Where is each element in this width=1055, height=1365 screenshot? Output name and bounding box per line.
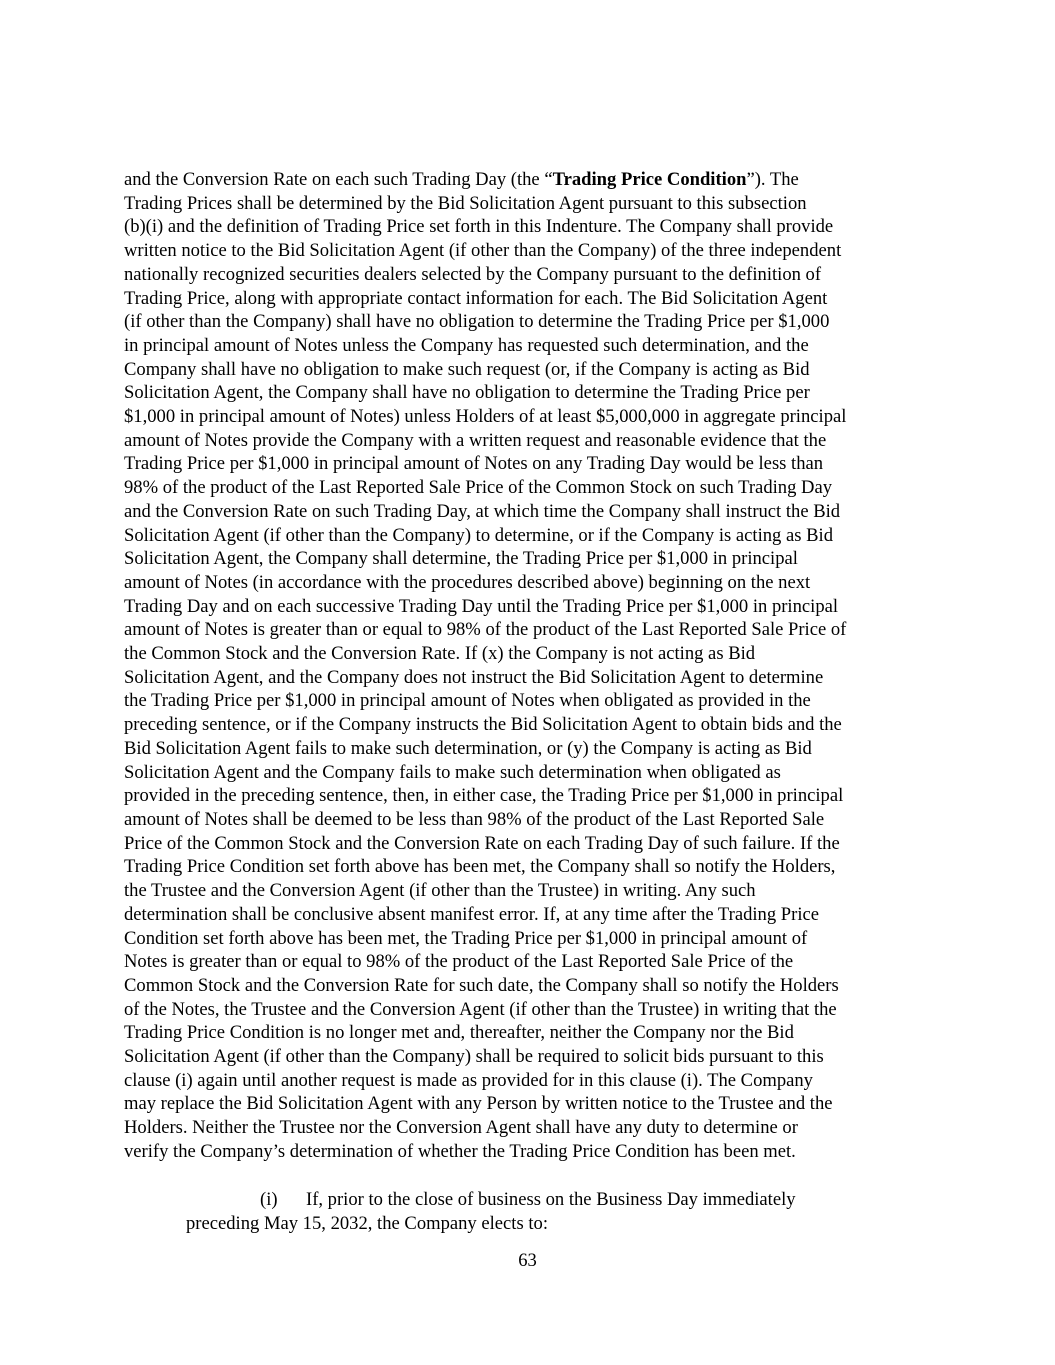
paragraph-line: Bid Solicitation Agent fails to make such determination, or (y) the Company is acting as Bid (124, 737, 812, 759)
paragraph-line: Trading Price Condition is no longer met and, thereafter, neither the Company nor the Bid (124, 1022, 794, 1044)
paragraph-line: determination shall be conclusive absent manifest error. If, at any time after the Trading Price (124, 903, 819, 925)
paragraph-line: Holders. Neither the Trustee nor the Conversion Agent shall have any duty to determine or (124, 1117, 798, 1139)
paragraph-line: written notice to the Bid Solicitation Agent (if other than the Company) of the three independent (124, 240, 842, 262)
paragraph-line: provided in the preceding sentence, then, in either case, the Trading Price per $1,000 in principal (124, 785, 844, 807)
paragraph-line: Solicitation Agent, and the Company does not instruct the Bid Solicitation Agent to determine (124, 666, 824, 688)
paragraph-line: of the Notes, the Trustee and the Conversion Agent (if other than the Trustee) in writing that the (124, 998, 837, 1020)
paragraph-line: Solicitation Agent (if other than the Company) shall be required to solicit bids pursuant to this (124, 1046, 824, 1068)
list-marker: (i) (260, 1189, 278, 1210)
paragraph-line: the Trading Price per $1,000 in principal amount of Notes when obligated as provided in the (124, 690, 811, 712)
paragraph-line: Trading Day and on each successive Trading Day until the Trading Price per $1,000 in principal (124, 595, 839, 617)
paragraph-line: Trading Price, along with appropriate contact information for each. The Bid Solicitation Agent (124, 287, 828, 309)
paragraph-line: Notes is greater than or equal to 98% of the product of the Last Reported Sale Price of the (124, 951, 794, 973)
paragraph-line: verify the Company’s determination of whether the Trading Price Condition has been met. (124, 1140, 796, 1162)
paragraph-line: Condition set forth above has been met, the Trading Price per $1,000 in principal amount of (124, 927, 808, 949)
paragraph-line: nationally recognized securities dealers selected by the Company pursuant to the definition of (124, 263, 822, 285)
paragraph-line: $1,000 in principal amount of Notes) unless Holders of at least $5,000,000 in aggregate principal (124, 406, 847, 428)
paragraph-line: Common Stock and the Conversion Rate for such date, the Company shall so notify the Holders (124, 974, 839, 996)
body-paragraph (124, 168, 936, 1164)
paragraph-line: the Common Stock and the Conversion Rate. If (x) the Company is not acting as Bid (124, 643, 756, 665)
paragraph-line: Solicitation Agent and the Company fails to make such determination when obligated as (124, 761, 781, 783)
paragraph-line: 98% of the product of the Last Reported Sale Price of the Common Stock on such Trading Day (124, 477, 832, 499)
sub-paragraph (124, 1188, 936, 1235)
paragraph-line: Trading Price Condition set forth above has been met, the Company shall so notify the Holders, (124, 856, 836, 878)
defined-term: Trading Price Condition (552, 169, 747, 190)
paragraph-line: (if other than the Company) shall have no obligation to determine the Trading Price per $1,000 (124, 311, 830, 333)
paragraph-line: amount of Notes provide the Company with a written request and reasonable evidence that the (124, 429, 827, 451)
line-text: ”). The (746, 169, 799, 190)
paragraph-line: Trading Prices shall be determined by the Bid Solicitation Agent pursuant to this subsection (124, 192, 807, 214)
line-text: If, prior to the close of business on the Business Day immediately (306, 1189, 796, 1210)
paragraph-line: Trading Price per $1,000 in principal amount of Notes on any Trading Day would be less than (124, 453, 824, 475)
paragraph-line: Solicitation Agent (if other than the Company) to determine, or if the Company is acting as Bid (124, 524, 834, 546)
paragraph-line (124, 168, 936, 192)
paragraph-line: Price of the Common Stock and the Conversion Rate on each Trading Day of such failure. If the (124, 832, 840, 854)
paragraph-line: Solicitation Agent, the Company shall determine, the Trading Price per $1,000 in principal (124, 548, 798, 570)
page-number: 63 (518, 1250, 537, 1271)
paragraph-line: the Trustee and the Conversion Agent (if other than the Trustee) in writing. Any such (124, 880, 756, 902)
paragraph-line: Company shall have no obligation to make such request (or, if the Company is acting as Bid (124, 358, 810, 380)
sub-paragraph-line (124, 1188, 936, 1212)
paragraph-line: clause (i) again until another request is made as provided for in this clause (i). The Company (124, 1069, 813, 1091)
paragraph-line: Solicitation Agent, the Company shall have no obligation to determine the Trading Price per (124, 382, 810, 404)
paragraph-line: and the Conversion Rate on such Trading Day, at which time the Company shall instruct the Bid (124, 500, 841, 522)
paragraph-line: preceding sentence, or if the Company instructs the Bid Solicitation Agent to obtain bids and the (124, 714, 842, 736)
paragraph-line: in principal amount of Notes unless the Company has requested such determination, and the (124, 334, 809, 356)
paragraph-line: amount of Notes is greater than or equal to 98% of the product of the Last Reported Sale Price of (124, 619, 847, 641)
paragraph-line: amount of Notes (in accordance with the procedures described above) beginning on the next (124, 571, 811, 593)
paragraph-line: (b)(i) and the definition of Trading Price set forth in this Indenture. The Company shall provide (124, 216, 834, 238)
paragraph-line: amount of Notes shall be deemed to be less than 98% of the product of the Last Reported Sale (124, 808, 825, 830)
sub-paragraph-line: preceding May 15, 2032, the Company elects to: (186, 1212, 548, 1234)
line-text: and the Conversion Rate on each such Trading Day (the “ (124, 169, 553, 190)
paragraph-line: may replace the Bid Solicitation Agent with any Person by written notice to the Trustee and the (124, 1093, 833, 1115)
